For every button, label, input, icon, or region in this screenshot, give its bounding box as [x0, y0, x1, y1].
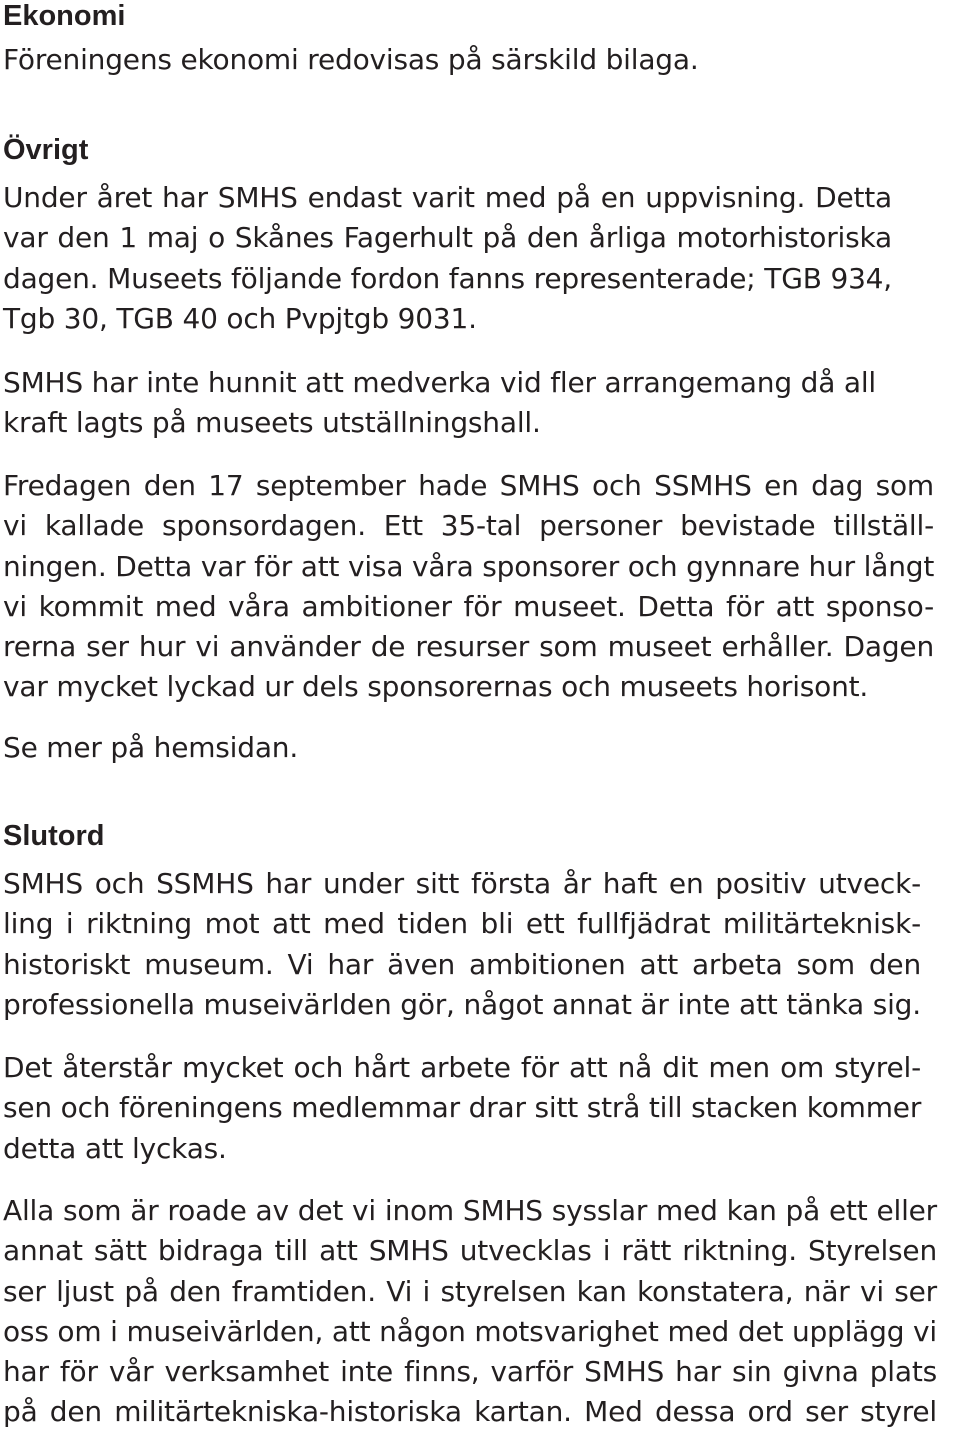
- text-line: ningen. Detta var för att visa våra sponsorer och gynnare hur långt: [3, 549, 935, 583]
- text-line: professionella museivärlden gör, något annat är inte att tänka sig.: [3, 987, 921, 1021]
- section-heading-ovrigt: Övrigt: [3, 134, 89, 166]
- paragraph-slutord-1: [3, 864, 921, 1025]
- text-line: har för vår verksamhet inte finns, varför SMHS har sin givna plats: [3, 1355, 937, 1389]
- text-line: vi kallade sponsordagen. Ett 35-tal personer bevistade tillställ-: [3, 509, 934, 543]
- paragraph-ekonomi: [3, 40, 699, 80]
- text-line: detta att lyckas.: [3, 1131, 227, 1165]
- text-line: Föreningens ekonomi redovisas på särskild bilaga.: [3, 43, 699, 76]
- text-line: SMHS och SSMHS har under sitt första år haft en positiv utveck-: [3, 867, 921, 900]
- text-line: kraft lagts på museets utställningshall.: [3, 406, 541, 440]
- text-line: oss om i museivärlden, att någon motsvarighet med det upplägg vi: [3, 1314, 937, 1348]
- text-line: Tgb 30, TGB 40 och Pvpjtgb 9031.: [3, 301, 477, 335]
- text-line: Under året har SMHS endast varit med på en uppvisning. Detta: [3, 181, 892, 214]
- paragraph-ovrigt-1: [3, 178, 892, 339]
- text-line: ling i riktning mot att med tiden bli ett fullfjädrat militärteknisk-: [3, 907, 921, 941]
- text-line: SMHS har inte hunnit att medverka vid fler arrangemang då all: [3, 366, 876, 399]
- text-line: var mycket lyckad ur dels sponsorernas och museets horisont.: [3, 670, 869, 704]
- text-line: historiskt museum. Vi har även ambitionen att arbeta som den: [3, 947, 921, 981]
- text-line: vi kommit med våra ambitioner för museet. Detta för att sponso-: [3, 589, 934, 623]
- text-line: annat sätt bidraga till att SMHS utvecklas i rätt riktning. Styrelsen: [3, 1234, 937, 1268]
- text-line: sen och föreningens medlemmar drar sitt strå till stacken kommer: [3, 1091, 922, 1125]
- paragraph-slutord-3: [3, 1191, 937, 1433]
- section-heading-slutord: Slutord: [3, 820, 105, 852]
- text-line: dagen. Museets följande fordon fanns representerade; TGB 934,: [3, 261, 892, 295]
- paragraph-ovrigt-4: [3, 728, 298, 768]
- text-line: Det återstår mycket och hårt arbete för att nå dit men om styrel-: [3, 1051, 921, 1084]
- section-heading-ekonomi: Ekonomi: [3, 0, 126, 32]
- text-line: på den militärtekniska-historiska kartan. Med dessa ord ser styrel: [3, 1395, 937, 1429]
- text-line: var den 1 maj o Skånes Fagerhult på den årliga motorhistoriska: [3, 221, 892, 255]
- paragraph-ovrigt-2: [3, 363, 876, 444]
- text-line: ser ljust på den framtiden. Vi i styrelsen kan konstatera, när vi ser: [3, 1274, 937, 1308]
- text-line: Se mer på hemsidan.: [3, 731, 299, 764]
- paragraph-ovrigt-3: [3, 466, 934, 708]
- text-line: rerna ser hur vi använder de resurser som museet erhåller. Dagen: [3, 630, 934, 664]
- text-line: Alla som är roade av det vi inom SMHS sysslar med kan på ett eller: [3, 1194, 937, 1227]
- text-line: Fredagen den 17 september hade SMHS och SSMHS en dag som: [3, 469, 934, 502]
- paragraph-slutord-2: [3, 1048, 921, 1169]
